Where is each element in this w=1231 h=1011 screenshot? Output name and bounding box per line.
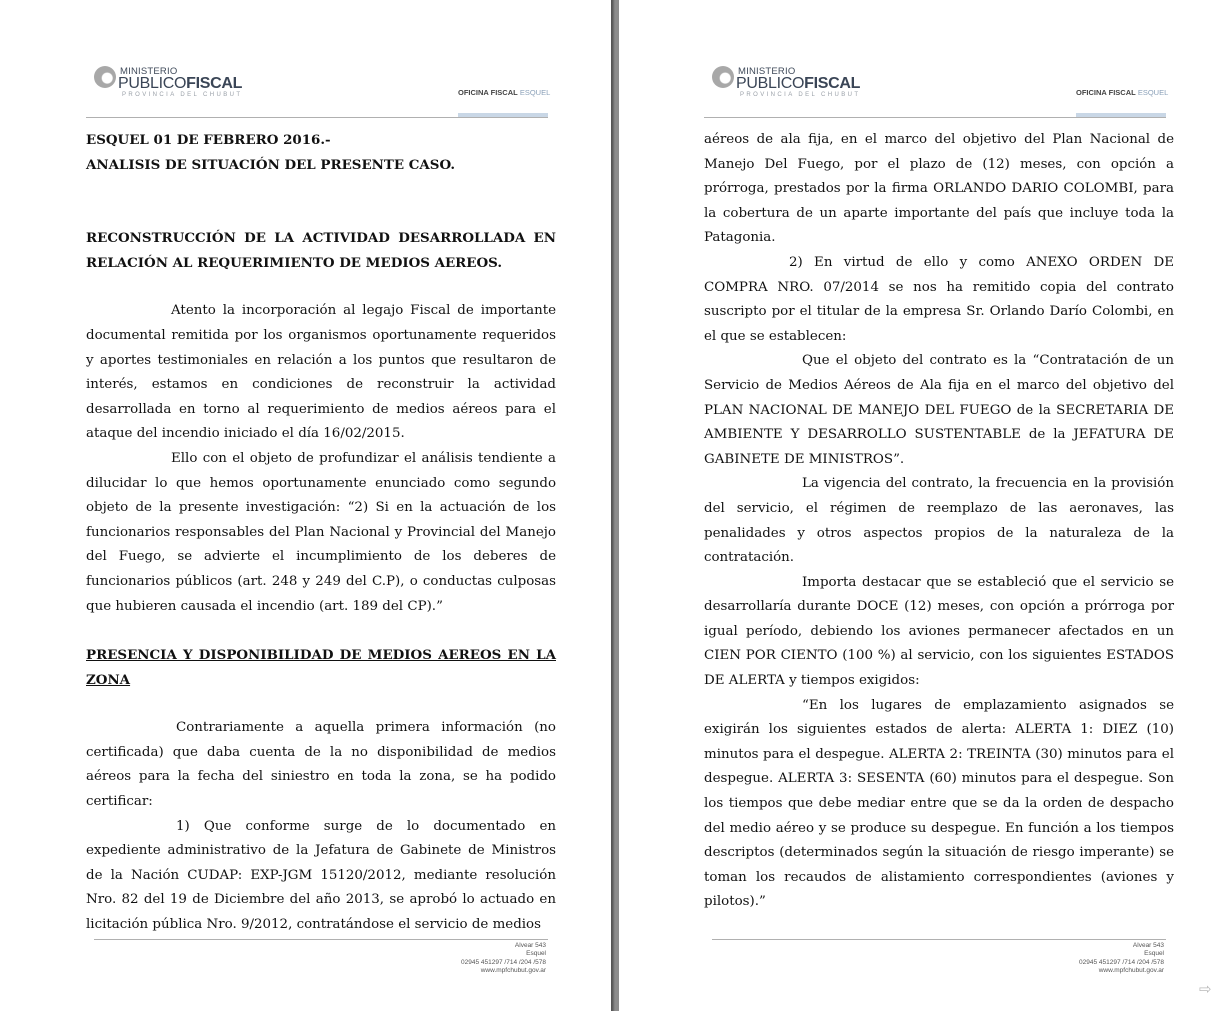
page-2-body [704,128,1174,915]
office-label: OFICINA FISCAL ESQUEL [1076,88,1169,97]
logo-main-text: PUBLICOFISCAL [118,75,243,92]
document-page-2 [619,0,1231,1011]
quoted-paragraph: “En los lugares de emplazamiento asignados se exigirán los siguientes estados de alerta: ALERTA 1: DIEZ (10) minutos para el despegue. ALERTA 2: TREINTA (30) minutos para el despegue. ALERTA 3: SESENTA (60) minutos para el despegue. Son los tiempos que debe mediar entre que se da la orden de despacho del medio aéreo y se produce su despegue. En función a los tiempos descriptos (determinados según la situación de riesgo imperante) se toman los recaudos de alistamiento correspondientes (aviones y pilotos).” [704,697,1174,910]
section-heading-reconstruccion: RECONSTRUCCIÓN DE LA ACTIVIDAD DESARROLLADA EN RELACIÓN AL REQUERIMIENTO DE MEDIOS AEREOS. [86,230,556,271]
page-gutter [612,0,619,1011]
logo-emblem-icon [94,66,116,88]
logo-emblem-icon [712,66,734,88]
analysis-title: ANALISIS DE SITUACIÓN DEL PRESENTE CASO. [86,156,455,173]
paragraph: Contrariamente a aquella primera información (no certificada) que daba cuenta de la no disponibilidad de medios aéreos para la fecha del siniestro en toda la zona, se ha podido certificar: [86,720,556,810]
logo-small-text: MINISTERIO [738,66,796,77]
paragraph: Ello con el objeto de profundizar el análisis tendiente a dilucidar lo que hemos oportunamente enunciado como segundo objeto de la presente investigación: “2) Si en la actuación de los funcionarios responsables del Plan Nacional y Provincial del Manejo del Fuego, se advierte el incumplimiento de los deberes de funcionarios públicos (art. 248 y 249 del C.P), o conductas culposas que hubieren causada el incendio (art. 189 del CP).” [86,450,556,614]
footer-rule [712,939,1166,940]
header-rule [86,117,548,118]
paragraph: 2) En virtud de ello y como ANEXO ORDEN DE COMPRA NRO. 07/2014 se nos ha remitido copia del contrato suscripto por el titular de la empresa Sr. Orlando Darío Colombi, en el que se establecen: [704,254,1174,344]
office-label: OFICINA FISCAL ESQUEL [458,88,551,97]
logo-main-text: PUBLICOFISCAL [736,75,861,92]
paragraph: La vigencia del contrato, la frecuencia en la provisión del servicio, el régimen de reemplazo de las aeronaves, las penalidades y otros aspectos propios de la naturaleza de la contratación. [704,476,1174,566]
document-page-1 [0,0,612,1011]
logo-subtitle: PROVINCIA DEL CHUBUT [740,92,861,98]
next-page-arrow-icon[interactable]: ⇨ [1199,980,1212,998]
page-1-body [86,128,556,938]
footer-address: Alvear 543 Esquel 02945 451297 /714 /204 /578 www.mpfchubut.gov.ar [461,942,546,975]
paragraph: Que el objeto del contrato es la “Contratación de un Servicio de Medios Aéreos de Ala fija en el marco del objetivo del PLAN NACIONAL DE MANEJO DEL FUEGO de la SECRETARIA DE AMBIENTE Y DESARROLLO SUSTENTABLE de la JEFATURA DE GABINETE DE MINISTROS”. [704,353,1174,467]
date-line: ESQUEL 01 DE FEBRERO 2016.- [86,132,331,148]
section-heading-presencia: PRESENCIA Y DISPONIBILIDAD DE MEDIOS AEREOS EN LA ZONA [86,647,556,688]
footer-rule [94,939,548,940]
logo-small-text: MINISTERIO [120,66,178,77]
footer-address: Alvear 543 Esquel 02945 451297 /714 /204 /578 www.mpfchubut.gov.ar [1079,942,1164,975]
paragraph: aéreos de ala fija, en el marco del objetivo del Plan Nacional de Manejo Del Fuego, por el plazo de (12) meses, con opción a prórroga, prestados por la firma ORLANDO DARIO COLOMBI, para la cobertura de un aparte importante del país que incluye toda la Patagonia. [704,132,1174,246]
header-accent-bar [1076,113,1166,117]
paragraph: Importa destacar que se estableció que el servicio se desarrollaría durante DOCE (12) meses, con opción a prórroga por igual período, debiendo los aviones permanecer afectados en un CIEN POR CIENTO (100 %) al servicio, con los siguientes ESTADOS DE ALERTA y tiempos exigidos: [704,574,1174,689]
paragraph: 1) Que conforme surge de lo documentado en expediente administrativo de la Jefatura de Gabinete de Ministros de la Nación CUDAP: EXP-JGM 15120/2012, mediante resolución Nro. 82 del 19 de Diciembre del año 2013, se aprobó lo actuado en licitación pública Nro. 9/2012, contratándose el servicio de medios [86,818,556,933]
header-accent-bar [458,113,548,117]
header-rule [704,117,1166,118]
paragraph: Atento la incorporación al legajo Fiscal de importante documental remitida por los organismos oportunamente requeridos y aportes testimoniales en relación a los puntos que resultaron de interés, estamos en condiciones de reconstruir la actividad desarrollada en torno al requerimiento de medios aéreos para el ataque del incendio iniciado el día 16/02/2015. [86,303,556,442]
logo-subtitle: PROVINCIA DEL CHUBUT [122,92,243,98]
